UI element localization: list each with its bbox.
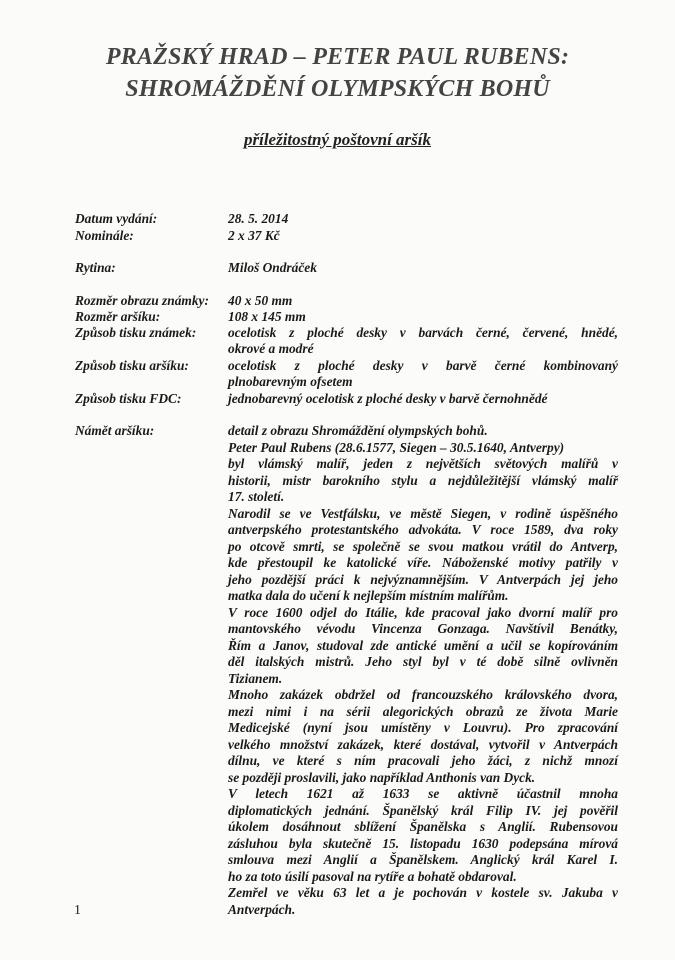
rozmer-obrazu-value: 40 x 50 mm	[228, 293, 293, 308]
namet-label: Námět aršíku:	[75, 423, 155, 438]
document-title-line-2: SHROMÁŽDĚNÍ OLYMPSKÝCH BOHŮ	[125, 76, 550, 102]
body-line: se později proslavili, jako například Anthonis van Dyck.	[228, 769, 536, 785]
body-line: Řím a Janov, studoval zde antické umění a učil se kopírováním	[228, 637, 618, 653]
nominale-label: Nominále:	[75, 228, 134, 243]
body-line: byl vlámský malíř, jeden z největších světových malířů v	[228, 456, 618, 471]
body-line: dílnu, ve které s ním pracovali jeho žáci, z nichž mnozí	[228, 753, 618, 768]
tisk-fdc-value: jednobarevný ocelotisk z ploché desky v barvě černohnědé	[228, 391, 548, 406]
body-line: zásluhou byla skutečně 15. listopadu 1630 podepsána mírová	[228, 835, 618, 851]
tisk-znamek-value-line-2: okrové a modré	[228, 341, 314, 356]
page-number: 1	[74, 903, 81, 918]
body-line: úkolem dosáhnout sblížení Španělska s Anglií. Rubensovou	[228, 819, 618, 834]
tisk-znamek-value-line-1: ocelotisk z ploché desky v barvách černé, červené, hnědé,	[228, 325, 618, 340]
body-line: ho za toto úsilí pasoval na rytíře a bohatě obdaroval.	[228, 868, 517, 884]
body-line: mantovského vévodu Vincenza Gonzaga. Navštívil Benátky,	[228, 621, 618, 636]
namet-text	[228, 423, 618, 918]
body-line: kde přestoupil ke katolické víře. Náboženské motivy patřily v	[228, 555, 618, 570]
body-line: antverpského protestantského advokáta. V roce 1589, dva roky	[228, 522, 618, 537]
body-line: děl italských mistrů. Jeho styl byl v té době silně ovlivněn	[228, 654, 618, 669]
body-line: Tizianem.	[228, 670, 283, 686]
rytina-label: Rytina:	[75, 260, 116, 275]
rozmer-obrazu-label: Rozměr obrazu známky:	[75, 293, 209, 308]
body-line: velkého množství zakázek, které dostával, vytvořil v Antverpách	[228, 736, 618, 752]
nominale-value: 2 x 37 Kč	[228, 228, 280, 243]
tisk-fdc-label: Způsob tisku FDC:	[75, 391, 182, 406]
body-line: Narodil se ve Vestfálsku, ve městě Siegen, v rodině úspěšného	[228, 505, 618, 521]
tisk-arsiku-value-line-1: ocelotisk z ploché desky v barvě černé kombinovaný	[228, 358, 618, 373]
body-line: V roce 1600 odjel do Itálie, kde pracoval jako dvorní malíř pro	[228, 604, 618, 620]
document-title-line-1: PRAŽSKÝ HRAD – PETER PAUL RUBENS:	[105, 44, 570, 70]
tisk-arsiku-label: Způsob tisku aršíku:	[75, 358, 189, 373]
body-line: diplomatických jednání. Španělský král Filip IV. jej pověřil	[228, 802, 618, 818]
body-line: V letech 1621 až 1633 se aktivně účastnil mnoha	[228, 786, 618, 801]
rozmer-arsiku-label: Rozměr aršíku:	[75, 309, 161, 324]
document-subtitle: příležitostný poštovní aršík	[243, 130, 432, 149]
body-line: Antverpách.	[228, 901, 296, 917]
body-line: jeho pozdější práci k nejvýznamnějším. V Antverpách jej jeho	[228, 571, 618, 587]
body-line: Peter Paul Rubens (28.6.1577, Siegen – 30.5.1640, Antverpy)	[228, 439, 565, 455]
body-line: Zemřel ve věku 63 let a je pochován v kostele sv. Jakuba v	[228, 885, 618, 900]
body-line: po otcově smrti, se společně se svou matkou vrátil do Antverp,	[228, 538, 618, 554]
body-line: Mnoho zakázek obdržel od francouzského královského dvora,	[228, 687, 618, 702]
body-line: detail z obrazu Shromáždění olympských bohů.	[228, 423, 488, 438]
tisk-znamek-label: Způsob tisku známek:	[75, 325, 197, 340]
body-line: historii, mistr barokního stylu a nejdůležitější vlámský malíř	[228, 472, 618, 488]
rytina-value: Miloš Ondráček	[228, 260, 317, 275]
datum-value: 28. 5. 2014	[228, 211, 289, 226]
body-line: Medicejské (nyní jsou umístěny v Louvru). Pro zpracování	[228, 720, 618, 735]
tisk-arsiku-value-line-2: plnobarevným ofsetem	[228, 374, 353, 389]
body-line: matka dala do učení k nejlepším místním malířům.	[228, 588, 509, 603]
body-line: smlouva mezi Anglií a Španělskem. Anglický král Karel I.	[228, 852, 618, 867]
body-line: 17. století.	[228, 489, 285, 504]
datum-label: Datum vydání:	[75, 211, 158, 226]
body-line: mezi nimi i na sérii alegorických obrazů ze života Marie	[228, 703, 618, 719]
rozmer-arsiku-value: 108 x 145 mm	[228, 309, 306, 324]
